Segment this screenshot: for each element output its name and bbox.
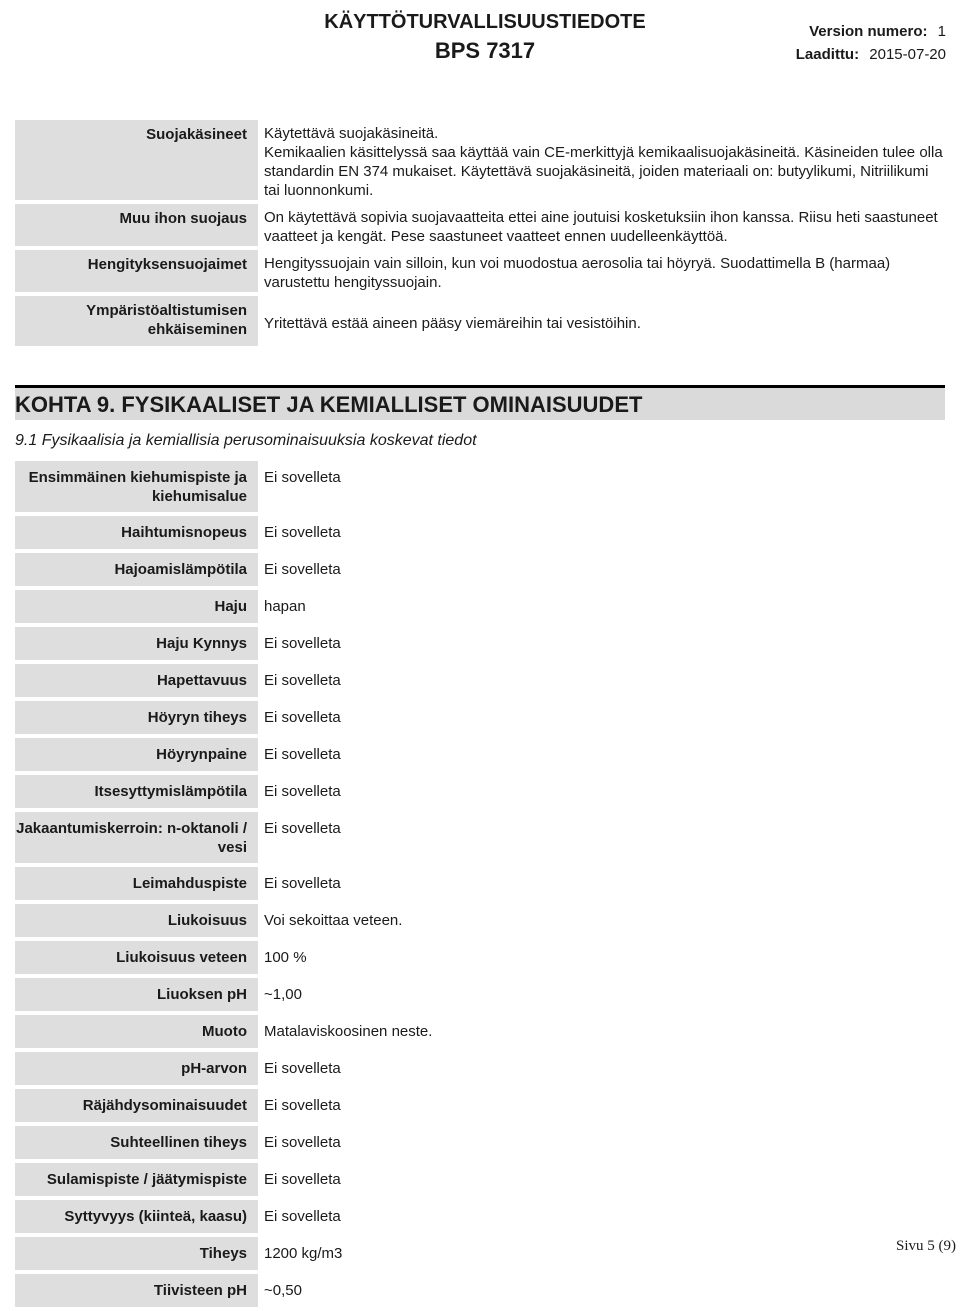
- version-value: 1: [937, 23, 946, 40]
- table-row: [15, 1163, 945, 1200]
- value-line: Kemikaalien käsittelyssä saa käyttää vain CE-merkittyjä kemikaalisuojakäsineitä. Käsineiden tulee olla standardin EN 374 mukaiset. Käytettävä suojakäsineitä, joiden materiaali on: butyylikumi, Nitriilikumi tai luonnonkumi.: [264, 144, 943, 199]
- property-label: Liuoksen pH: [15, 978, 258, 1015]
- value-line: Käytettävä suojakäsineitä.: [264, 125, 439, 142]
- property-value: hapan: [264, 598, 306, 615]
- property-value: ~0,50: [264, 1282, 302, 1299]
- page-number: Sivu 5 (9): [896, 1238, 956, 1254]
- property-label: Sulamispiste / jäätymispiste: [15, 1163, 258, 1200]
- product-code: BPS 7317: [434, 38, 536, 63]
- property-label: Haihtumisnopeus: [15, 516, 258, 553]
- table-row: [15, 1015, 945, 1052]
- property-value: ~1,00: [264, 986, 302, 1003]
- property-label: Haju Kynnys: [15, 627, 258, 664]
- property-label: Liukoisuus: [15, 904, 258, 941]
- table-row: [15, 1237, 945, 1274]
- property-value: 1200 kg/m3: [264, 1245, 343, 1262]
- property-value: Ei sovelleta: [264, 875, 341, 892]
- table-row: [15, 664, 945, 701]
- table-row: [15, 553, 945, 590]
- version-info: [809, 23, 946, 41]
- subsection-title: 9.1 Fysikaalisia ja kemiallisia perusominaisuuksia koskevat tiedot: [15, 432, 477, 449]
- property-label: Ensimmäinen kiehumispiste ja kiehumisalue: [15, 461, 258, 516]
- property-value: Ei sovelleta: [264, 1097, 341, 1114]
- property-value: Ei sovelleta: [264, 820, 341, 837]
- table-row: [15, 250, 945, 296]
- property-value: Voi sekoittaa veteen.: [264, 912, 403, 929]
- table-row: [15, 120, 945, 204]
- row-value: Hengityssuojain vain silloin, kun voi muodostua aerosolia tai höyryä. Suodattimella B (harmaa) varustettu hengityssuojain.: [264, 255, 891, 291]
- document-title: KÄYTTÖTURVALLISUUSTIEDOTE: [324, 11, 646, 33]
- property-value: Ei sovelleta: [264, 709, 341, 726]
- table-row: [15, 701, 945, 738]
- table-row: [15, 1274, 945, 1311]
- protection-table: [15, 120, 945, 350]
- property-value: Ei sovelleta: [264, 1208, 341, 1225]
- table-row: [15, 867, 945, 904]
- property-value: Ei sovelleta: [264, 1134, 341, 1151]
- table-row: [15, 978, 945, 1015]
- property-label: Höyrynpaine: [15, 738, 258, 775]
- table-row: [15, 590, 945, 627]
- row-value: On käytettävä sopivia suojavaatteita ettei aine joutuisi kosketuksiin ihon kanssa. Riisu heti saastuneet vaatteet ja kengät. Pese saastuneet vaatteet ennen uudelleenkäyttöä.: [264, 209, 938, 245]
- property-label: Syttyvyys (kiinteä, kaasu): [15, 1200, 258, 1237]
- property-value: Ei sovelleta: [264, 672, 341, 689]
- property-value: Ei sovelleta: [264, 635, 341, 652]
- section-title: KOHTA 9. FYSIKAALISET JA KEMIALLISET OMINAISUUDET: [15, 392, 643, 417]
- property-value: Ei sovelleta: [264, 783, 341, 800]
- table-row: [15, 516, 945, 553]
- properties-table: [15, 461, 945, 1311]
- property-value: 100 %: [264, 949, 307, 966]
- property-value: Ei sovelleta: [264, 524, 341, 541]
- property-label: Räjähdysominaisuudet: [15, 1089, 258, 1126]
- row-label: Muu ihon suojaus: [15, 204, 258, 250]
- table-row: [15, 812, 945, 867]
- property-label: Leimahduspiste: [15, 867, 258, 904]
- table-row: [15, 1126, 945, 1163]
- row-value: Yritettävä estää aineen pääsy viemäreihin tai vesistöihin.: [264, 314, 641, 332]
- property-label: Liukoisuus veteen: [15, 941, 258, 978]
- table-row: [15, 941, 945, 978]
- row-label: Hengityksensuojaimet: [15, 250, 258, 296]
- property-label: Höyryn tiheys: [15, 701, 258, 738]
- property-label: Muoto: [15, 1015, 258, 1052]
- row-label: Ympäristöaltistumisen ehkäiseminen: [15, 296, 258, 350]
- property-label: Jakaantumiskerroin: n-oktanoli / vesi: [15, 812, 258, 867]
- property-label: Haju: [15, 590, 258, 627]
- property-label: Tiivisteen pH: [15, 1274, 258, 1311]
- date-label: Laadittu:: [795, 46, 860, 63]
- date-info: [796, 46, 946, 64]
- property-label: Suhteellinen tiheys: [15, 1126, 258, 1163]
- property-label: Itsesyttymislämpötila: [15, 775, 258, 812]
- row-value: [258, 120, 945, 204]
- property-value: Ei sovelleta: [264, 1060, 341, 1077]
- table-row: [15, 904, 945, 941]
- property-label: Hajoamislämpötila: [15, 553, 258, 590]
- row-label: Suojakäsineet: [15, 120, 258, 204]
- table-row: [15, 1052, 945, 1089]
- property-value: Ei sovelleta: [264, 469, 341, 486]
- table-row: [15, 775, 945, 812]
- table-row: [15, 461, 945, 516]
- section-heading-bar: [15, 385, 945, 420]
- table-row: [15, 627, 945, 664]
- table-row: [15, 1089, 945, 1126]
- property-label: pH-arvon: [15, 1052, 258, 1089]
- property-value: Ei sovelleta: [264, 746, 341, 763]
- table-row: [15, 204, 945, 250]
- property-value: Ei sovelleta: [264, 561, 341, 578]
- property-value: Matalaviskoosinen neste.: [264, 1023, 433, 1040]
- property-value: Ei sovelleta: [264, 1171, 341, 1188]
- property-label: Tiheys: [15, 1237, 258, 1274]
- table-row: [15, 1200, 945, 1237]
- table-row: [15, 738, 945, 775]
- table-row: [15, 296, 945, 350]
- property-label: Hapettavuus: [15, 664, 258, 701]
- version-label: Version numero:: [809, 23, 928, 40]
- date-value: 2015-07-20: [869, 46, 946, 63]
